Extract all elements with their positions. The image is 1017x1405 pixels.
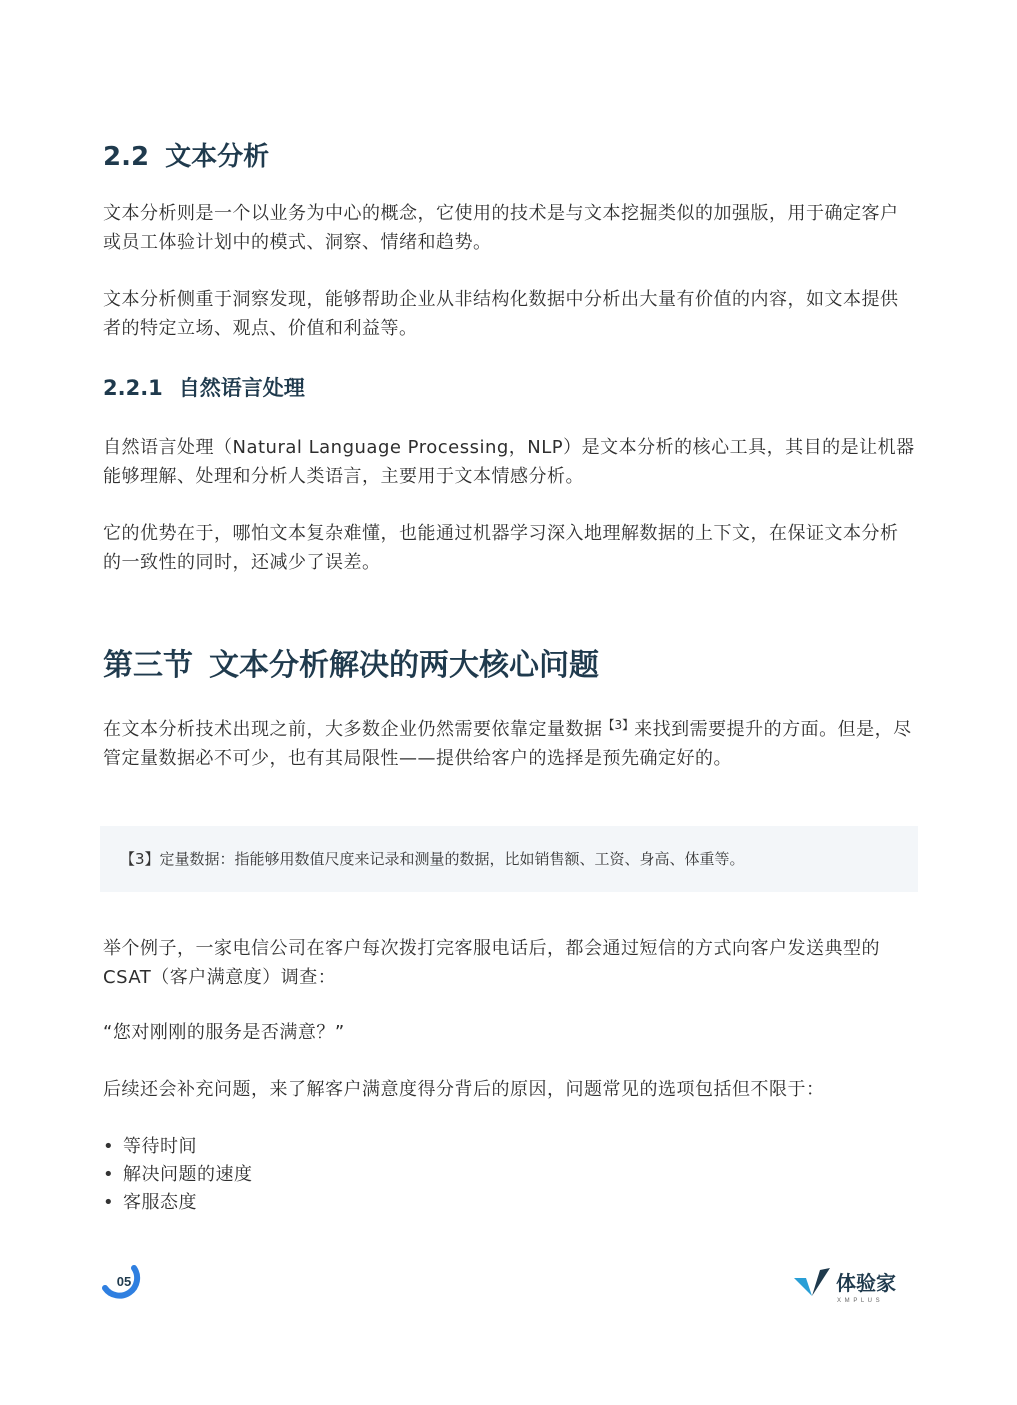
subsection-paragraph-1: 自然语言处理（Natural Language Processing，NLP）是文本分析的核心工具，其目的是让机器能够理解、处理和分析人类语言，主要用于文本情感分析。 xyxy=(103,437,915,487)
logo-text: 体验家 xyxy=(836,1271,896,1295)
list-item-label: 解决问题的速度 xyxy=(123,1164,253,1185)
subsection-heading xyxy=(103,372,305,402)
footnote-box xyxy=(100,826,918,892)
followup-paragraph: 后续还会补充问题，来了解客户满意度得分背后的原因，问题常见的选项包括但不限于： xyxy=(103,1079,825,1100)
list-item xyxy=(103,1161,253,1189)
brand-logo xyxy=(792,1266,922,1306)
logo-mark-right-icon xyxy=(812,1268,830,1296)
options-list xyxy=(103,1133,253,1217)
section-number: 2.2 xyxy=(103,142,150,172)
subsection-title: 自然语言处理 xyxy=(178,376,305,400)
intro-text-after: 来找到需要提升的方面。但是，尽管定量数据必不可少，也有其局限性——提供给客户的选择是预先确定好的。 xyxy=(103,719,912,769)
footnote-reference[interactable]: 【3】 xyxy=(602,718,635,732)
subsection-paragraph-2: 它的优势在于，哪怕文本复杂难懂，也能通过机器学习深入地理解数据的上下文，在保证文本分析的一致性的同时，还减少了误差。 xyxy=(103,523,899,573)
chapter-number: 第三节 xyxy=(103,648,193,683)
list-item-label: 客服态度 xyxy=(123,1192,197,1213)
survey-quote: “您对刚刚的服务是否满意？” xyxy=(103,1022,345,1043)
logo-subtext: X M P L U S xyxy=(837,1298,881,1304)
list-item xyxy=(103,1189,253,1217)
subsection-number: 2.2.1 xyxy=(103,376,163,400)
footnote-text: 【3】定量数据：指能够用数值尺度来记录和测量的数据，比如销售额、工资、身高、体重等。 xyxy=(120,850,745,868)
list-item-label: 等待时间 xyxy=(123,1136,197,1157)
section-paragraph-1: 文本分析则是一个以业务为中心的概念，它使用的技术是与文本挖掘类似的加强版，用于确定客户或员工体验计划中的模式、洞察、情绪和趋势。 xyxy=(103,203,899,253)
bullet-icon: • xyxy=(103,1164,115,1185)
list-item xyxy=(103,1133,253,1161)
intro-text-before: 在文本分析技术出现之前，大多数企业仍然需要依靠定量数据 xyxy=(103,719,603,740)
section-heading xyxy=(103,136,269,173)
example-paragraph: 举个例子，一家电信公司在客户每次拨打完客服电话后，都会通过短信的方式向客户发送典型的CSAT（客户满意度）调查： xyxy=(103,938,880,988)
logo-mark-left-icon xyxy=(794,1278,812,1296)
chapter-intro xyxy=(103,711,915,773)
chapter-title: 文本分析解决的两大核心问题 xyxy=(209,648,599,683)
bullet-icon: • xyxy=(103,1136,115,1157)
section-paragraph-2: 文本分析侧重于洞察发现，能够帮助企业从非结构化数据中分析出大量有价值的内容，如文本提供者的特定立场、观点、价值和利益等。 xyxy=(103,289,899,339)
page-number: 05 xyxy=(116,1274,132,1289)
section-title: 文本分析 xyxy=(165,142,270,172)
chapter-heading xyxy=(103,640,599,684)
bullet-icon: • xyxy=(103,1192,115,1213)
page-number-badge xyxy=(100,1264,148,1304)
